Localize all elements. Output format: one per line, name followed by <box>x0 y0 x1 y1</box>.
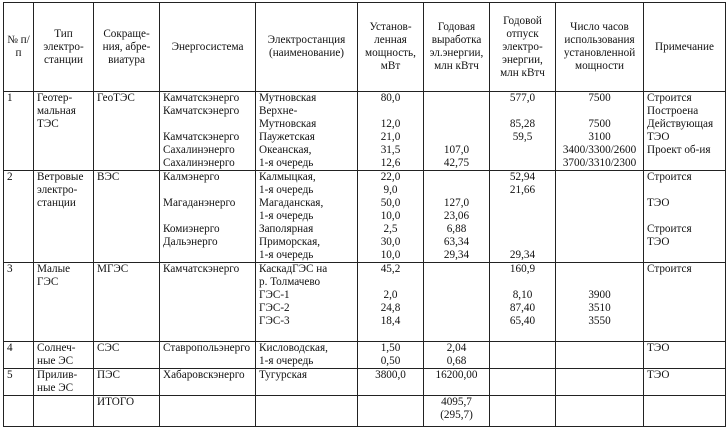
station-name-value: 1-я очередь <box>259 249 314 261</box>
note-cell <box>644 342 726 369</box>
annual-supply-value <box>493 355 552 368</box>
plant-abbreviation: ВЭС <box>94 171 160 263</box>
energy-system-value <box>163 302 252 315</box>
table-row <box>4 92 726 171</box>
installed-power-value: 21,0 <box>380 131 401 143</box>
installed-power-value: 12,6 <box>380 157 401 169</box>
station-name-value: 1-я очередь <box>259 210 314 222</box>
note-value: Построена <box>647 105 699 117</box>
table-row <box>4 342 726 369</box>
usage-hours-cell <box>556 369 644 396</box>
installed-power-value: 2,5 <box>383 223 398 235</box>
header-station-name: Электростанция (наименование) <box>256 3 358 92</box>
usage-hours-value <box>559 342 640 355</box>
annual-output-cell <box>424 92 490 171</box>
station-name-value: Мутновская <box>259 92 317 104</box>
note-value: ТЭО <box>647 369 670 381</box>
energy-system-value: Дальэнерго <box>163 236 218 248</box>
row-number: 3 <box>4 263 34 342</box>
annual-output-value <box>427 276 486 289</box>
usage-hours-value <box>559 276 640 289</box>
header-note: Примечание <box>644 3 726 92</box>
annual-supply-value <box>493 157 552 170</box>
station-name-value: р. Толмачево <box>259 276 321 288</box>
usage-hours-value: 3550 <box>588 315 611 327</box>
station-name-cell <box>256 263 358 342</box>
usage-hours-value <box>559 171 640 184</box>
empty-cell <box>556 396 644 427</box>
row-number: 2 <box>4 171 34 263</box>
table-container <box>3 2 725 435</box>
installed-power-cell <box>358 369 424 396</box>
annual-supply-value: 160,9 <box>509 263 536 275</box>
annual-output-value: 0,68 <box>446 355 467 367</box>
installed-power-value: 12,0 <box>380 118 401 130</box>
installed-power-value: 24,8 <box>380 302 401 314</box>
energy-system-value: Камчатскэнерго <box>163 105 240 117</box>
energy-system-value: Камчатскэнерго <box>163 263 240 275</box>
annual-output-value <box>427 263 486 276</box>
annual-output-value <box>427 315 486 328</box>
note-cell <box>644 369 726 396</box>
station-name-cell <box>256 342 358 369</box>
annual-output-value: 16200,00 <box>435 369 478 381</box>
usage-hours-value: 3100 <box>588 131 611 143</box>
note-value <box>647 276 722 289</box>
plant-type: Ветровые электро-станции <box>34 171 94 263</box>
row-number: 5 <box>4 369 34 396</box>
plant-abbreviation: МГЭС <box>94 263 160 342</box>
annual-output-value <box>427 92 486 105</box>
annual-supply-cell <box>490 369 556 396</box>
annual-output-value <box>427 171 486 184</box>
plant-abbreviation: ГеоТЭС <box>94 92 160 171</box>
note-value <box>647 210 722 223</box>
station-name-value: Кисловодская, <box>259 342 328 354</box>
usage-hours-value <box>559 355 640 368</box>
annual-output-cell <box>424 263 490 342</box>
annual-supply-value <box>493 276 552 289</box>
station-name-value: Калмыцкая, <box>259 171 316 183</box>
station-name-value: Паужетская <box>259 131 315 143</box>
station-name-value: ГЭС-3 <box>259 315 290 327</box>
total-row <box>4 396 726 427</box>
row-number: 4 <box>4 342 34 369</box>
installed-power-value: 0,50 <box>380 355 401 367</box>
station-name-value: Верхне- <box>259 105 298 117</box>
annual-supply-value <box>493 144 552 157</box>
total-output-cell <box>424 396 490 427</box>
note-value: Строится <box>647 263 692 275</box>
note-value: ТЭО <box>647 131 670 143</box>
empty-cell <box>490 396 556 427</box>
header-row <box>4 3 726 92</box>
energy-system-value <box>163 276 252 289</box>
installed-power-cell <box>358 171 424 263</box>
installed-power-value: 9,0 <box>383 184 398 196</box>
annual-output-value: 2,04 <box>446 342 467 354</box>
annual-supply-value <box>493 105 552 118</box>
empty-cell <box>358 396 424 427</box>
installed-power-cell <box>358 92 424 171</box>
usage-hours-cell <box>556 171 644 263</box>
energy-system-value: Калмэнерго <box>163 171 220 183</box>
annual-supply-cell <box>490 342 556 369</box>
header-abbreviation: Сокраще-ния, абре-виатура <box>94 3 160 92</box>
annual-supply-value: 8,10 <box>512 289 533 301</box>
usage-hours-value: 3900 <box>588 289 611 301</box>
energy-system-value <box>163 184 252 197</box>
annual-output-value <box>427 131 486 144</box>
header-installed-power: Установ-ленная мощность, мВт <box>358 3 424 92</box>
usage-hours-value <box>559 249 640 262</box>
annual-supply-value <box>493 369 552 382</box>
annual-supply-value <box>493 197 552 210</box>
energy-system-value <box>163 249 252 262</box>
usage-hours-cell <box>556 342 644 369</box>
note-value: Строится <box>647 171 692 183</box>
empty-cell <box>34 396 94 427</box>
note-value <box>647 289 722 302</box>
usage-hours-value <box>559 184 640 197</box>
note-value: Проект об-ия <box>647 144 711 156</box>
annual-output-cell <box>424 369 490 396</box>
annual-supply-value: 29,34 <box>509 249 536 261</box>
header-plant-type: Тип электро-станции <box>34 3 94 92</box>
annual-supply-cell <box>490 171 556 263</box>
annual-output-value <box>427 105 486 118</box>
annual-supply-value <box>493 342 552 355</box>
annual-supply-value: 59,5 <box>512 131 533 143</box>
energy-system-value <box>163 315 252 328</box>
annual-supply-value: 21,66 <box>509 184 536 196</box>
installed-power-cell <box>358 342 424 369</box>
energy-system-cell <box>160 263 256 342</box>
note-value: Строится <box>647 223 692 235</box>
installed-power-value: 10,0 <box>380 210 401 222</box>
annual-output-value: 6,88 <box>446 223 467 235</box>
table-body <box>4 92 726 427</box>
station-name-cell <box>256 92 358 171</box>
energy-system-value <box>163 210 252 223</box>
energy-system-value: Сахалинэнерго <box>163 157 235 169</box>
usage-hours-value <box>559 223 640 236</box>
table-row <box>4 263 726 342</box>
installed-power-cell <box>358 263 424 342</box>
annual-output-value: 107,0 <box>443 144 470 156</box>
table-row <box>4 171 726 263</box>
annual-output-value: 23,06 <box>443 210 470 222</box>
usage-hours-value: 3400/3300/2600 <box>562 144 637 156</box>
note-value <box>647 157 722 170</box>
note-value <box>647 355 722 368</box>
installed-power-value: 10,0 <box>380 249 401 261</box>
energy-system-cell <box>160 342 256 369</box>
energy-system-cell <box>160 369 256 396</box>
station-name-cell <box>256 171 358 263</box>
installed-power-value: 31,5 <box>380 144 401 156</box>
usage-hours-value <box>559 197 640 210</box>
empty-cell <box>4 396 34 427</box>
annual-output-value: 42,75 <box>443 157 470 169</box>
note-cell <box>644 263 726 342</box>
note-value: Действующая <box>647 118 714 130</box>
installed-power-value: 80,0 <box>380 92 401 104</box>
header-annual-output: Годовая выработка эл.энергии, млн кВтч <box>424 3 490 92</box>
annual-output-cell <box>424 342 490 369</box>
station-name-value: Мутновская <box>259 118 317 130</box>
plant-abbreviation: ПЭС <box>94 369 160 396</box>
usage-hours-cell <box>556 92 644 171</box>
annual-supply-value: 87,40 <box>509 302 536 314</box>
annual-output-value <box>427 118 486 131</box>
station-name-value: ГЭС-1 <box>259 289 290 301</box>
installed-power-value: 1,50 <box>380 342 401 354</box>
installed-power-value: 30,0 <box>380 236 401 248</box>
plant-type: Прилив-ные ЭС <box>34 369 94 396</box>
installed-power-value: 22,0 <box>380 171 401 183</box>
header-usage-hours: Число часов использования установленной мощности <box>556 3 644 92</box>
plant-type: Солнеч-ные ЭС <box>34 342 94 369</box>
station-name-value: 1-я очередь <box>259 157 314 169</box>
usage-hours-value <box>559 236 640 249</box>
annual-output-value: 29,34 <box>443 249 470 261</box>
annual-supply-value: 52,94 <box>509 171 536 183</box>
annual-supply-value: 65,40 <box>509 315 536 327</box>
energy-system-value <box>163 355 252 368</box>
energy-system-cell <box>160 171 256 263</box>
annual-output-value <box>427 302 486 315</box>
note-value: ТЭО <box>647 236 670 248</box>
energy-system-value: Магаданэнерго <box>163 197 236 209</box>
installed-power-value <box>361 105 420 118</box>
annual-output-value <box>427 184 486 197</box>
energy-system-value <box>163 118 252 131</box>
energy-system-value: Хабаровскэнерго <box>163 369 245 381</box>
total-label: ИТОГО <box>94 396 160 427</box>
station-name-value: Магаданская, <box>259 197 324 209</box>
power-plants-table <box>3 2 726 427</box>
energy-system-value: Ставропольэнерго <box>163 342 251 354</box>
station-name-cell <box>256 369 358 396</box>
usage-hours-cell <box>556 263 644 342</box>
note-value: ТЭО <box>647 342 670 354</box>
station-name-value: Заполярная <box>259 223 314 235</box>
header-annual-supply: Годовой отпуск электро-энергии, млн кВтч <box>490 3 556 92</box>
note-value: Строится <box>647 92 692 104</box>
energy-system-value: Камчатскэнерго <box>163 92 240 104</box>
usage-hours-value <box>559 105 640 118</box>
table-row <box>4 369 726 396</box>
installed-power-value: 3800,0 <box>375 369 406 381</box>
station-name-value: Океанская, <box>259 144 312 156</box>
installed-power-value: 2,0 <box>383 289 398 301</box>
installed-power-value: 50,0 <box>380 197 401 209</box>
note-value: ТЭО <box>647 197 670 209</box>
usage-hours-value <box>559 369 640 382</box>
station-name-value: Тугурская <box>259 369 307 381</box>
header-number: № п/п <box>4 3 34 92</box>
energy-system-value: Сахалинэнерго <box>163 144 235 156</box>
installed-power-value: 45,2 <box>380 263 401 275</box>
plant-type: Малые ГЭС <box>34 263 94 342</box>
station-name-value: ГЭС-2 <box>259 302 290 314</box>
annual-supply-cell <box>490 263 556 342</box>
installed-power-value <box>361 276 420 289</box>
usage-hours-value: 7500 <box>588 92 611 104</box>
station-name-value: 1-я очередь <box>259 355 314 367</box>
energy-system-value <box>163 289 252 302</box>
station-name-value: КаскадГЭС на <box>259 263 328 275</box>
empty-cell <box>256 396 358 427</box>
energy-system-cell <box>160 92 256 171</box>
note-cell <box>644 171 726 263</box>
note-value <box>647 249 722 262</box>
annual-supply-value <box>493 210 552 223</box>
annual-output-value: 63,34 <box>443 236 470 248</box>
station-name-value: Приморская, <box>259 236 321 248</box>
note-value <box>647 302 722 315</box>
usage-hours-value: 3510 <box>588 302 611 314</box>
empty-cell <box>644 396 726 427</box>
station-name-value: 1-я очередь <box>259 184 314 196</box>
annual-supply-cell <box>490 92 556 171</box>
annual-output-value <box>427 289 486 302</box>
plant-type: Геотер-мальная ТЭС <box>34 92 94 171</box>
note-value <box>647 315 722 328</box>
plant-abbreviation: СЭС <box>94 342 160 369</box>
note-cell <box>644 92 726 171</box>
total-output-value: (295,7) <box>440 409 473 421</box>
empty-cell <box>160 396 256 427</box>
usage-hours-value <box>559 263 640 276</box>
energy-system-value: Комиэнерго <box>163 223 220 235</box>
annual-supply-value: 85,28 <box>509 118 536 130</box>
annual-supply-value <box>493 236 552 249</box>
annual-output-cell <box>424 171 490 263</box>
usage-hours-value <box>559 210 640 223</box>
annual-output-value: 127,0 <box>443 197 470 209</box>
total-output-value: 4095,7 <box>441 396 472 408</box>
row-number: 1 <box>4 92 34 171</box>
annual-supply-value: 577,0 <box>509 92 536 104</box>
usage-hours-value: 7500 <box>588 118 611 130</box>
note-value <box>647 184 722 197</box>
annual-supply-value <box>493 223 552 236</box>
usage-hours-value: 3700/3310/2300 <box>562 157 637 169</box>
installed-power-value: 18,4 <box>380 315 401 327</box>
header-energy-system: Энергосистема <box>160 3 256 92</box>
energy-system-value: Камчатскэнерго <box>163 131 240 143</box>
